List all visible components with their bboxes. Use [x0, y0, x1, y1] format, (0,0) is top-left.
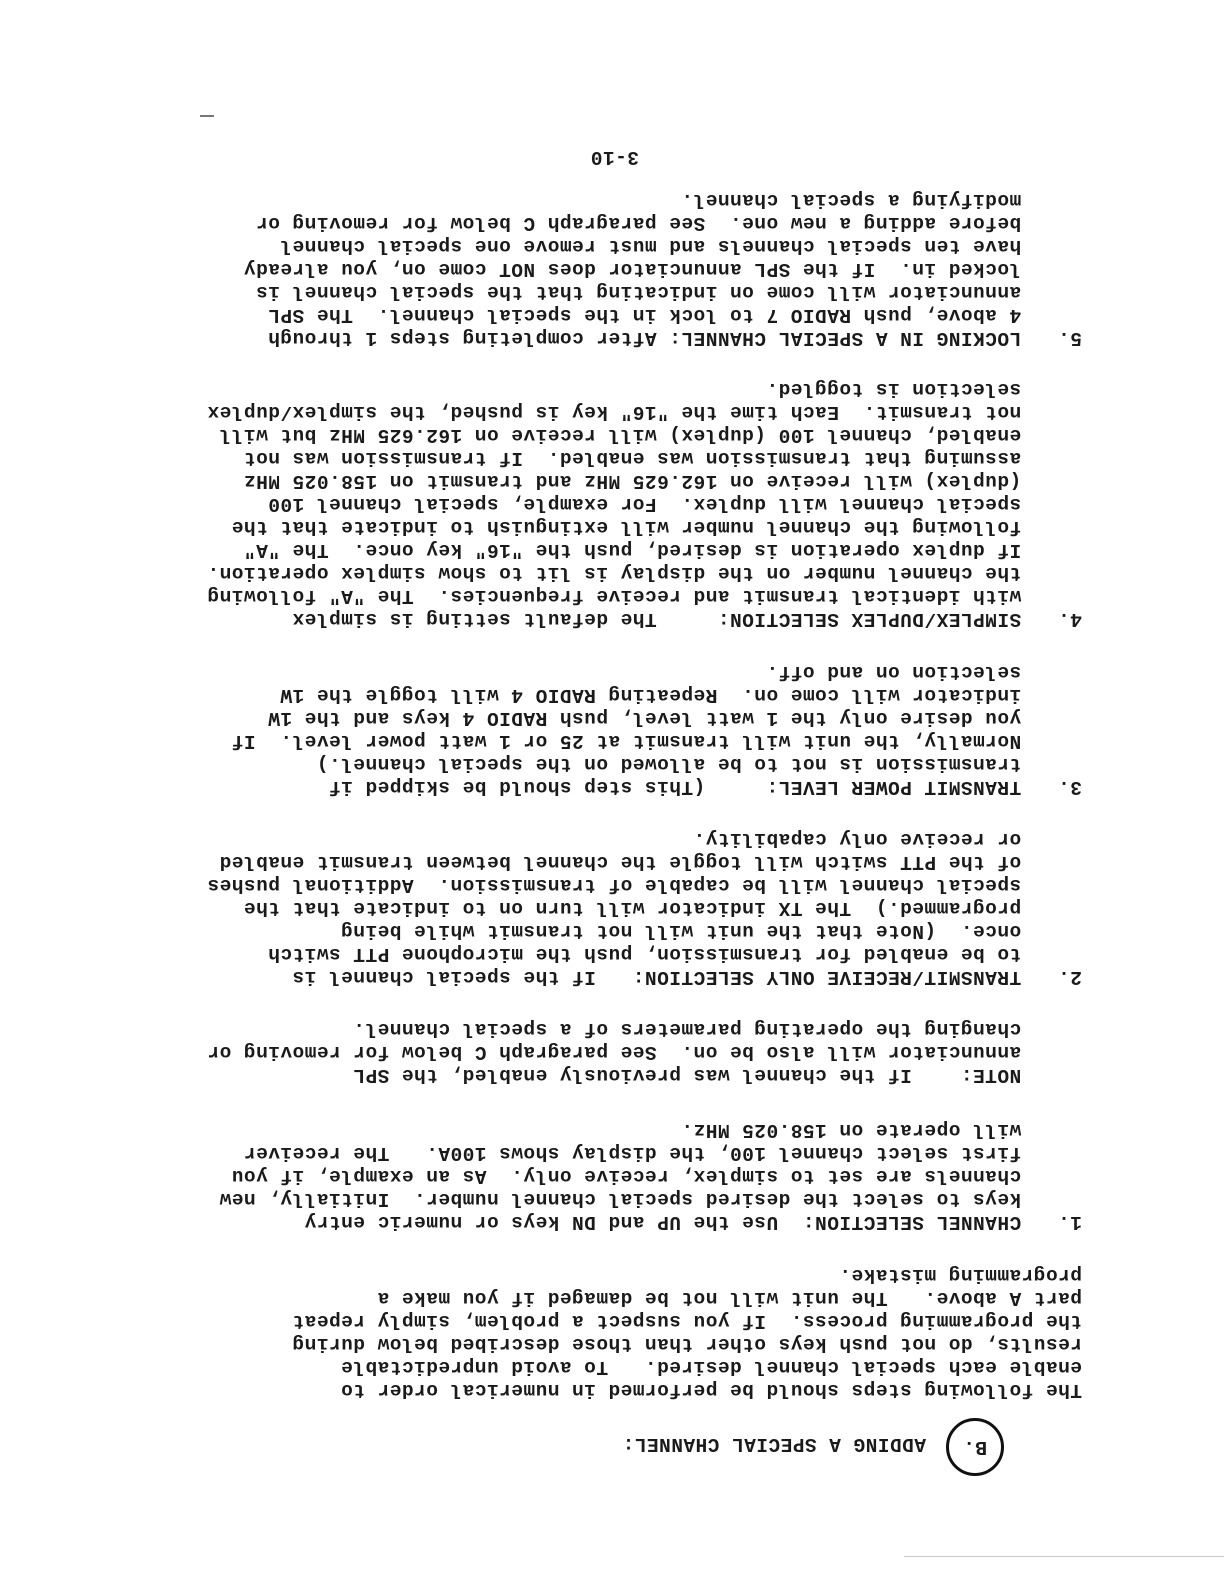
text-line: 5. LOCKING IN A SPECIAL CHANNEL: After completing steps 1 through [267, 327, 1082, 349]
section-label-circle: B. [946, 1418, 1004, 1476]
text-line: (duplex) will receive on 162.625 MHz and transmit on 158.025 MHz [243, 470, 1082, 492]
text-line: enable each special channel desired. To avoid unpredictable [340, 1356, 1082, 1378]
text-line: enabled, channel 100 (duplex) will receive on 162.625 MHz but will [219, 424, 1082, 446]
text-line: following the channel number will extinguish to indicate that the [231, 516, 1082, 538]
text-line: NOTE: If the channel was previously enabled, the SPL [352, 1064, 1082, 1086]
text-line: 1. CHANNEL SELECTION: Use the UP and DN keys or numeric entry [304, 1211, 1082, 1233]
text-line: once. (Note that the unit will not transmit while being [340, 920, 1082, 942]
text-line: indicator will come on. Repeating RADIO 4 will toggle the 1W [279, 684, 1082, 706]
text-line: 3. TRANSMIT POWER LEVEL: (This step should be skipped if [328, 776, 1082, 798]
scan-edge [904, 1556, 1224, 1557]
text-line: before adding a new one. See paragraph C below for removing or [255, 212, 1082, 234]
text-line: 2. TRANSMIT/RECEIVE ONLY SELECTION: If the special channel is [292, 966, 1082, 988]
page-number: 3-10 [590, 146, 639, 168]
text-line: first select channel 100, the display shows 100A. The receiver [243, 1142, 1082, 1164]
text-line: the channel number on the display is lit to show simplex operation. [207, 562, 1082, 584]
text-line: part A above. The unit will not be damaged if you make a [377, 1287, 1082, 1309]
text-line: special channel will be capable of transmission. Additional pushes [207, 874, 1082, 896]
text-line: If duplex operation is desired, push the "16" key once. The "A" [243, 539, 1082, 561]
section-heading [622, 1415, 1004, 1473]
text-line: programmed.) The TX indicator will turn on to indicate that the [243, 897, 1082, 919]
text-line: locked in. If the SPL annunciator does NOT come on, you already [243, 258, 1082, 280]
text-line: The following steps should be performed in numerical order to [340, 1379, 1082, 1401]
text-line: modifying a special channel. [680, 189, 1082, 211]
text-line: have ten special channels and must remove one special channel [279, 235, 1082, 257]
text-line: programming mistake. [838, 1264, 1082, 1286]
text-line: of the PTT switch will toggle the channel between transmit enabled [219, 851, 1082, 873]
text-line: will operate on 158.025 MHz. [680, 1119, 1082, 1141]
text-line: 4 above, push RADIO 7 to lock in the special channel. The SPL [267, 304, 1082, 326]
text-line: channels are set to simplex, receive only. As an example, if you [231, 1165, 1082, 1187]
text-line: assuming that transmission was enabled. If transmission was not [243, 447, 1082, 469]
text-line: with identical transmit and receive frequencies. The "A" following [207, 585, 1082, 607]
text-line: 4. SIMPLEX/DUPLEX SELECTION: The default setting is simplex [292, 608, 1082, 630]
text-line: you desire only the 1 watt level, push RADIO 4 keys and the 1W [267, 707, 1082, 729]
section-title: ADDING A SPECIAL CHANNEL: [622, 1432, 926, 1455]
text-line: to be enabled for transmission, push the microphone PTT switch [267, 943, 1082, 965]
text-line: or receive only capability. [693, 828, 1082, 850]
text-line: the programming process. If you suspect a problem, simply repeat [292, 1310, 1082, 1332]
text-line: annunciator will come on indicating that the special channel is [255, 281, 1082, 303]
text-line: transmission is not to be allowed on the special channel.) [316, 753, 1082, 775]
text-line: selection on and off. [766, 661, 1082, 683]
text-line: changing the operating parameters of a special channel. [352, 1018, 1082, 1040]
scan-speck [200, 115, 214, 117]
text-line: keys to select the desired special channel number. Initially, new [219, 1188, 1082, 1210]
text-line: special channel will duplex. For example, special channel 100 [267, 493, 1082, 515]
text-line: Normally, the unit will transmit at 25 or 1 watt power level. If [231, 730, 1082, 752]
text-line: not transmit. Each time the "16" key is pushed, the simplex/duplex [207, 401, 1082, 423]
text-line: selection is toggled. [766, 378, 1082, 400]
text-line: results, do not push keys other than those described below during [292, 1333, 1082, 1355]
text-line: annunciator will also be on. See paragraph C below for removing or [207, 1041, 1082, 1063]
